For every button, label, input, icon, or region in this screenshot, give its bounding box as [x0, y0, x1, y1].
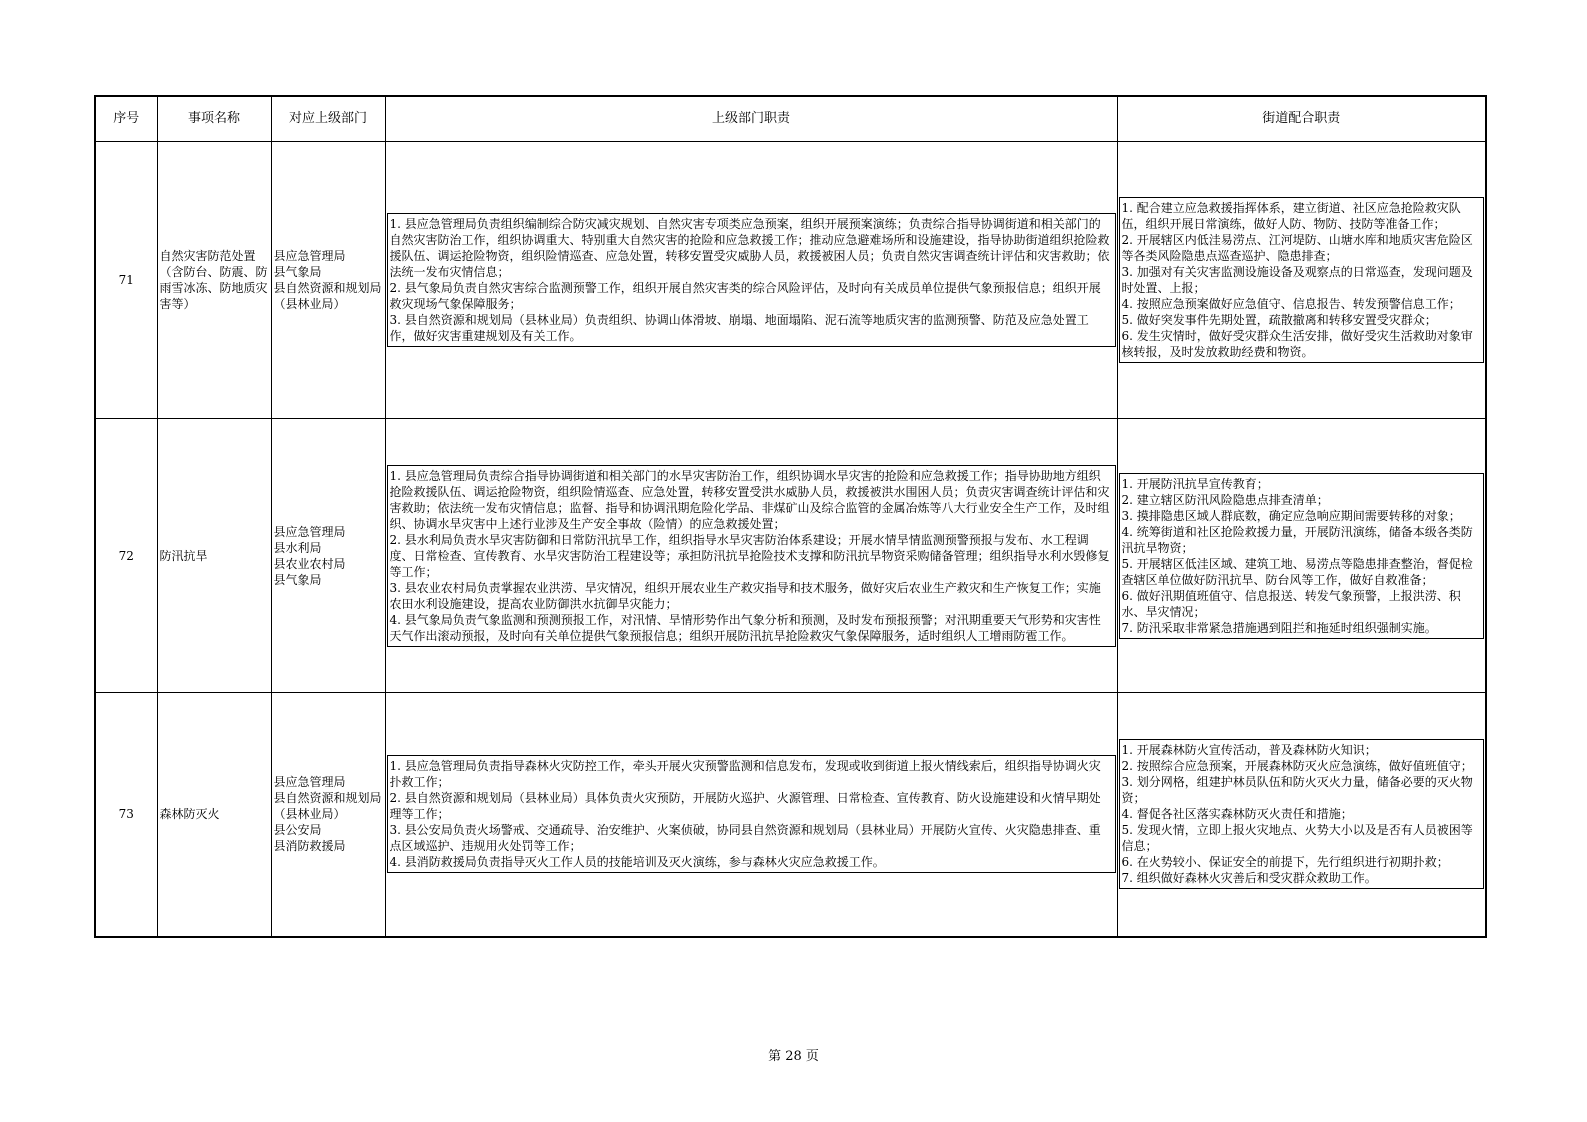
table-row: [95, 693, 1486, 937]
row-item: 自然灾害防范处置 （含防台、防震、防雨雪冰冻、防地质灾害等）: [157, 142, 271, 419]
duties-table: [94, 95, 1487, 938]
row-dept: 县应急管理局 县自然资源和规划局（县林业局） 县公安局 县消防救援局: [271, 693, 385, 937]
row-duty: 1. 县应急管理局负责指导森林火灾防控工作，牵头开展火灾预警监测和信息发布，发现或收到街道上报火情线索后，组织指导协调火灾扑救工作； 2. 县自然资源和规划局（县林业局）具体负责火灾预防，开展防火巡护、火源管理、日常检查、宣传教育、防火设施建设和火情早期处理等工作； 3. 县公安局负责火场警戒、交通疏导、治安维护、火案侦破，协同县自然资源和规划局（县林业局）开展防火宣传、火灾隐患排查、重点区域巡护、违规用火处罚等工作； 4. 县消防救援局负责指导灭火工作人员的技能培训及灭火演练，参与森林火灾应急救援工作。: [387, 755, 1116, 873]
row-seq: 73: [95, 693, 157, 937]
row-dept: 县应急管理局 县气象局 县自然资源和规划局（县林业局）: [271, 142, 385, 419]
row-item: 森林防灭火: [157, 693, 271, 937]
row-coop: 1. 配合建立应急救援指挥体系，建立街道、社区应急抢险救灾队伍，组织开展日常演练，做好人防、物防、技防等准备工作； 2. 开展辖区内低洼易涝点、江河堤防、山塘水库和地质灾害危险区等各类风险隐患点巡查巡护、隐患排查； 3. 加强对有关灾害监测设施设备及观察点的日常巡查，发现问题及时处置、上报； 4. 按照应急预案做好应急值守、信息报告、转发预警信息工作； 5. 做好突发事件先期处置，疏散撤离和转移安置受灾群众； 6. 发生灾情时，做好受灾群众生活安排，做好受灾生活救助对象审核转报，及时发放救助经费和物资。: [1119, 197, 1485, 363]
table-row: [95, 142, 1486, 419]
header-duty: 上级部门职责: [385, 96, 1117, 142]
table-header-row: [95, 96, 1486, 142]
row-item: 防汛抗旱: [157, 419, 271, 693]
header-seq: 序号: [95, 96, 157, 142]
row-duty: 1. 县应急管理局负责综合指导协调街道和相关部门的水旱灾害防治工作，组织协调水旱灾害的抢险和应急救援工作；指导协助地方组织抢险救援队伍、调运抢险物资，组织险情巡查、应急处置，转移安置受洪水威胁人员，救援被洪水围困人员；负责灾害调查统计评估和灾害救助；依法统一发布灾情信息；监督、指导和协调汛期危险化学品、非煤矿山及综合监管的金属冶炼等八大行业安全生产工作，及时组织、协调水旱灾害中上述行业涉及生产安全事故（险情）的应急救援处置； 2. 县水利局负责水旱灾害防御和日常防汛抗旱工作，组织指导水旱灾害防治体系建设；开展水情旱情监测预警预报与发布、水工程调度、日常检查、宣传教育、水旱灾害防治工程建设等；承担防汛抗旱抢险技术支撑和防汛抗旱物资采购储备管理；组织指导水利水毁修复等工作； 3. 县农业农村局负责掌握农业洪涝、旱灾情况，组织开展农业生产救灾指导和技术服务，做好灾后农业生产救灾和生产恢复工作；实施农田水利设施建设，提高农业防御洪水抗御旱灾能力； 4. 县气象局负责气象监测和预测预报工作，对汛情、旱情形势作出气象分析和预测，及时发布预报预警；对汛期重要天气形势和灾害性天气作出滚动预报，及时向有关单位提供气象预报信息；组织开展防汛抗旱抢险救灾气象保障服务，适时组织人工增雨防雹工作。: [387, 465, 1116, 647]
table-row: [95, 419, 1486, 693]
page-number: 第 28 页: [768, 1049, 819, 1064]
row-coop: 1. 开展防汛抗旱宣传教育； 2. 建立辖区防汛风险隐患点排查清单； 3. 摸排隐患区域人群底数，确定应急响应期间需要转移的对象； 4. 统筹街道和社区抢险救援力量，开展防汛演练，储备本级各类防汛抗旱物资； 5. 开展辖区低洼区域、建筑工地、易涝点等隐患排查整治，督促检查辖区单位做好防汛抗旱、防台风等工作，做好自救准备； 6. 做好汛期值班值守、信息报送、转发气象预警，上报洪涝、积水、旱灾情况； 7. 防汛采取非常紧急措施遇到阻拦和拖延时组织强制实施。: [1119, 473, 1485, 639]
row-seq: 71: [95, 142, 157, 419]
row-coop: 1. 开展森林防火宣传活动，普及森林防火知识； 2. 按照综合应急预案，开展森林防灭火应急演练，做好值班值守； 3. 划分网格，组建护林员队伍和防火灭火力量，储备必要的灭火物资； 4. 督促各社区落实森林防灭火责任和措施； 5. 发现火情，立即上报火灾地点、火势大小以及是否有人员被困等信息； 6. 在火势较小、保证安全的前提下，先行组织进行初期扑救； 7. 组织做好森林火灾善后和受灾群众救助工作。: [1119, 739, 1485, 889]
row-seq: 72: [95, 419, 157, 693]
header-item: 事项名称: [157, 96, 271, 142]
row-duty: 1. 县应急管理局负责组织编制综合防灾减灾规划、自然灾害专项类应急预案，组织开展预案演练；负责综合指导协调街道和相关部门的自然灾害防治工作，组织协调重大、特别重大自然灾害的抢险和应急救援工作；推动应急避难场所和设施建设，指导协助街道组织抢险救援队伍、调运抢险物资，组织险情巡查、应急处置，转移安置受灾威胁人员，救援被困人员；负责自然灾害调查统计评估和灾害救助；依法统一发布灾情信息； 2. 县气象局负责自然灾害综合监测预警工作，组织开展自然灾害类的综合风险评估，及时向有关成员单位提供气象预报信息；组织开展救灾现场气象保障服务； 3. 县自然资源和规划局（县林业局）负责组织、协调山体滑坡、崩塌、地面塌陷、泥石流等地质灾害的监测预警、防范及应急处置工作，做好灾害重建规划及有关工作。: [387, 213, 1116, 347]
header-dept: 对应上级部门: [271, 96, 385, 142]
header-coop: 街道配合职责: [1117, 96, 1486, 142]
row-dept: 县应急管理局 县水利局 县农业农村局 县气象局: [271, 419, 385, 693]
